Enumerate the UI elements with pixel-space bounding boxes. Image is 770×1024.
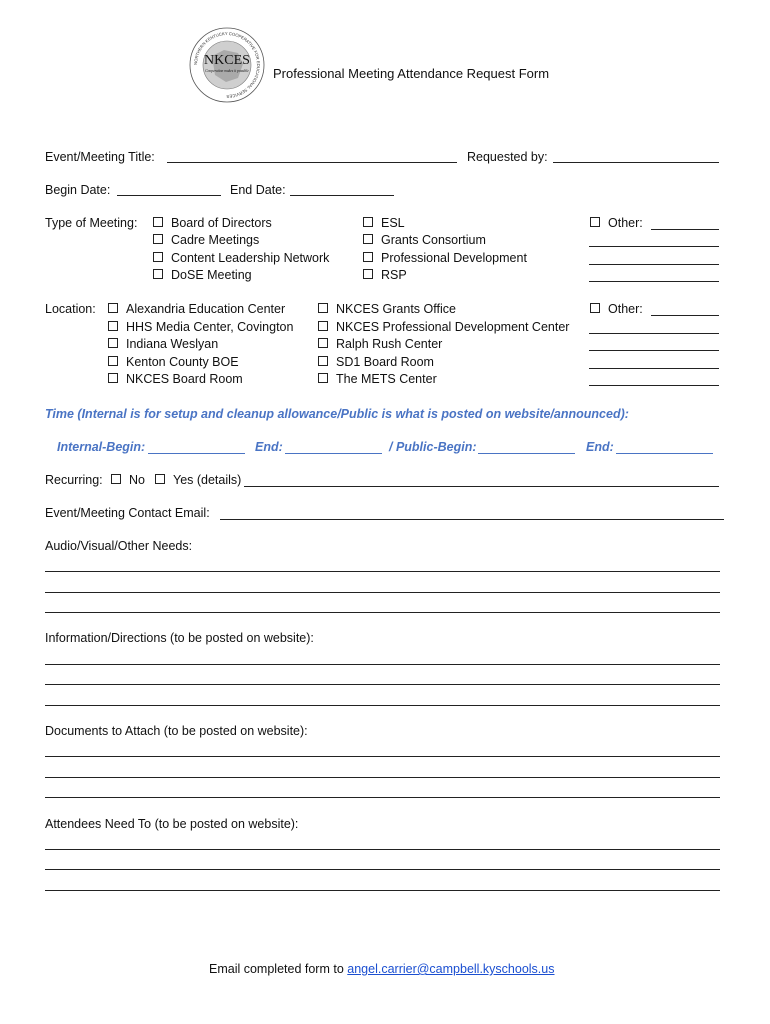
checkbox[interactable]: [155, 474, 165, 484]
checkbox[interactable]: [108, 373, 118, 383]
checkbox[interactable]: [108, 303, 118, 313]
meeting-type-pd[interactable]: Professional Development: [363, 251, 527, 265]
location-ralph-rush[interactable]: Ralph Rush Center: [318, 337, 442, 351]
checkbox[interactable]: [363, 234, 373, 244]
av-needs-label: Audio/Visual/Other Needs:: [45, 539, 193, 553]
documents-line[interactable]: [45, 756, 720, 757]
info-directions-label: Information/Directions (to be posted on website):: [45, 631, 314, 645]
checkbox[interactable]: [153, 269, 163, 279]
meeting-other-field[interactable]: [589, 246, 719, 247]
meeting-type-label: Type of Meeting:: [45, 216, 138, 230]
form-title: Professional Meeting Attendance Request Form: [273, 66, 550, 81]
time-heading: Time (Internal is for setup and cleanup allowance/Public is what is posted on website/announced):: [45, 407, 629, 421]
location-other-field[interactable]: [589, 385, 719, 386]
checkbox[interactable]: [108, 338, 118, 348]
contact-email-label: Event/Meeting Contact Email:: [45, 506, 210, 520]
info-directions-line[interactable]: [45, 684, 720, 685]
footer-prefix: Email completed form to: [209, 962, 344, 976]
meeting-type-grants[interactable]: Grants Consortium: [363, 233, 486, 247]
checkbox[interactable]: [318, 356, 328, 366]
svg-text:Cooperation makes it possible: Cooperation makes it possible: [205, 69, 249, 73]
recurring-yes[interactable]: Yes (details): [155, 473, 241, 487]
public-end-field[interactable]: [616, 453, 713, 454]
public-end-label: End:: [586, 440, 614, 454]
attendees-line[interactable]: [45, 890, 720, 891]
end-date-field[interactable]: [290, 195, 394, 196]
begin-date-field[interactable]: [117, 195, 221, 196]
checkbox[interactable]: [153, 252, 163, 262]
meeting-type-cadre[interactable]: Cadre Meetings: [153, 233, 259, 247]
location-pd-center[interactable]: NKCES Professional Development Center: [318, 320, 569, 334]
av-needs-line[interactable]: [45, 571, 720, 572]
internal-begin-label: Internal-Begin:: [57, 440, 146, 454]
location-nkces-board-room[interactable]: NKCES Board Room: [108, 372, 243, 386]
meeting-type-content-leadership[interactable]: Content Leadership Network: [153, 251, 329, 265]
requested-by-label: Requested by:: [467, 150, 548, 164]
recurring-no[interactable]: No: [111, 473, 145, 487]
info-directions-line[interactable]: [45, 705, 720, 706]
location-label: Location:: [45, 302, 96, 316]
documents-line[interactable]: [45, 797, 720, 798]
contact-email-field[interactable]: [220, 519, 724, 520]
public-begin-label: / Public-Begin:: [389, 440, 477, 454]
meeting-other-field[interactable]: [589, 281, 719, 282]
checkbox[interactable]: [590, 303, 600, 313]
meeting-type-rsp[interactable]: RSP: [363, 268, 407, 282]
location-other-field[interactable]: [589, 368, 719, 369]
location-other[interactable]: Other:: [590, 302, 643, 316]
meeting-type-other[interactable]: Other:: [590, 216, 643, 230]
checkbox[interactable]: [318, 373, 328, 383]
footer-text: [209, 962, 555, 976]
location-kenton-boe[interactable]: Kenton County BOE: [108, 355, 239, 369]
location-other-field[interactable]: [589, 350, 719, 351]
checkbox[interactable]: [108, 356, 118, 366]
meeting-type-esl[interactable]: ESL: [363, 216, 405, 230]
internal-end-field[interactable]: [285, 453, 382, 454]
recurring-details-field[interactable]: [244, 486, 719, 487]
internal-begin-field[interactable]: [148, 453, 245, 454]
av-needs-line[interactable]: [45, 592, 720, 593]
checkbox[interactable]: [108, 321, 118, 331]
location-hhs[interactable]: HHS Media Center, Covington: [108, 320, 293, 334]
checkbox[interactable]: [153, 217, 163, 227]
public-begin-field[interactable]: [478, 453, 575, 454]
begin-date-label: Begin Date:: [45, 183, 111, 197]
event-title-label: Event/Meeting Title:: [45, 150, 155, 164]
attendees-line[interactable]: [45, 849, 720, 850]
checkbox[interactable]: [363, 269, 373, 279]
internal-end-label: End:: [255, 440, 283, 454]
meeting-other-field[interactable]: [589, 264, 719, 265]
nkces-logo: [188, 26, 266, 104]
meeting-type-board[interactable]: Board of Directors: [153, 216, 272, 230]
location-alexandria[interactable]: Alexandria Education Center: [108, 302, 285, 316]
svg-text:NORTHERN KENTUCKY COOPERATIVE: NORTHERN KENTUCKY COOPERATIVE FOR EDUCATIONAL SERVICES: [192, 30, 262, 100]
location-sd1-board-room[interactable]: SD1 Board Room: [318, 355, 434, 369]
checkbox[interactable]: [363, 252, 373, 262]
svg-text:NKCES: NKCES: [204, 53, 250, 68]
attendees-line[interactable]: [45, 869, 720, 870]
event-title-field[interactable]: [167, 162, 457, 163]
av-needs-line[interactable]: [45, 612, 720, 613]
location-indiana-weslyan[interactable]: Indiana Weslyan: [108, 337, 218, 351]
requested-by-field[interactable]: [553, 162, 719, 163]
location-other-field[interactable]: [589, 333, 719, 334]
location-other-field[interactable]: [651, 315, 719, 316]
checkbox[interactable]: [318, 321, 328, 331]
checkbox[interactable]: [111, 474, 121, 484]
meeting-other-field[interactable]: [651, 229, 719, 230]
recurring-label: Recurring:: [45, 473, 103, 487]
meeting-type-dose[interactable]: DoSE Meeting: [153, 268, 252, 282]
checkbox[interactable]: [318, 338, 328, 348]
info-directions-line[interactable]: [45, 664, 720, 665]
end-date-label: End Date:: [230, 183, 286, 197]
checkbox[interactable]: [590, 217, 600, 227]
documents-line[interactable]: [45, 777, 720, 778]
documents-label: Documents to Attach (to be posted on website):: [45, 724, 308, 738]
location-mets-center[interactable]: The METS Center: [318, 372, 437, 386]
location-grants-office[interactable]: NKCES Grants Office: [318, 302, 456, 316]
checkbox[interactable]: [153, 234, 163, 244]
checkbox[interactable]: [363, 217, 373, 227]
email-link[interactable]: angel.carrier@campbell.kyschools.us: [347, 962, 555, 976]
attendees-label: Attendees Need To (to be posted on website):: [45, 817, 299, 831]
checkbox[interactable]: [318, 303, 328, 313]
